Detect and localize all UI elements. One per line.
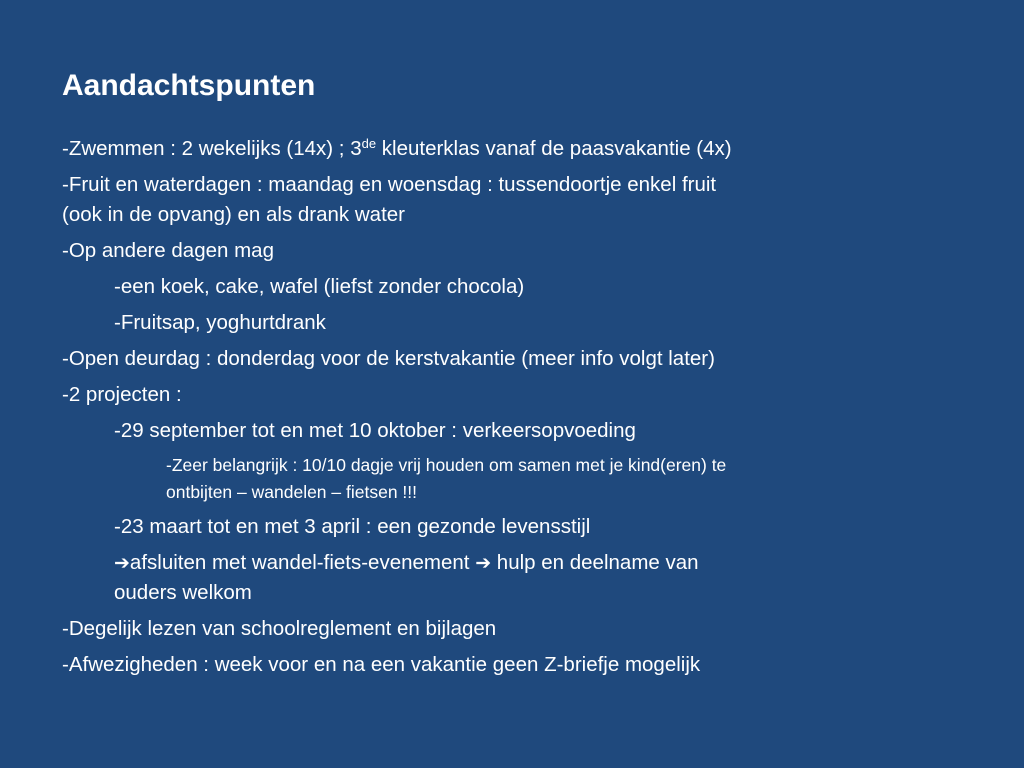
bullet-afwezigheden: -Afwezigheden : week voor en na een vakantie geen Z-briefje mogelijk xyxy=(62,653,701,676)
bullet-fruit-waterdagen xyxy=(62,170,942,230)
bullet-list xyxy=(62,134,942,686)
arrow-right-icon: ➔ xyxy=(114,552,130,574)
zeer-belangrijk-line2: ontbijten – wandelen – fietsen !!! xyxy=(166,482,418,502)
bullet-fruit-line1: -Fruit en waterdagen : maandag en woensdag : tussendoortje enkel fruit xyxy=(62,173,717,196)
subbullet-fruitsap: -Fruitsap, yoghurtdrank xyxy=(114,311,326,334)
bullet-zwemmen-text-rest: kleuterklas vanaf de paasvakantie (4x) xyxy=(376,137,732,160)
zeer-belangrijk-line1: -Zeer belangrijk : 10/10 dagje vrij houden om samen met je kind(eren) te xyxy=(166,455,727,475)
bullet-andere-dagen: -Op andere dagen mag xyxy=(62,239,274,262)
bullet-projecten: -2 projecten : xyxy=(62,383,182,406)
afsluiten-text: afsluiten met wandel-fiets-evenement xyxy=(129,551,476,574)
superscript-de: de xyxy=(361,136,377,151)
subbullet-gezonde-levensstijl: -23 maart tot en met 3 april : een gezonde levensstijl xyxy=(114,515,591,538)
bullet-zwemmen-text: -Zwemmen : 2 wekelijks (14x) ; 3 xyxy=(62,137,362,160)
afsluiten-line2: ouders welkom xyxy=(114,581,252,604)
bullet-fruit-line2: (ook in de opvang) en als drank water xyxy=(62,203,406,226)
subbullet-verkeersopvoeding: -29 september tot en met 10 oktober : verkeersopvoeding xyxy=(114,419,636,442)
subsubbullet-zeer-belangrijk xyxy=(62,452,942,506)
subbullet-koek: -een koek, cake, wafel (liefst zonder chocola) xyxy=(114,275,525,298)
bullet-zwemmen xyxy=(62,134,942,164)
slide-title: Aandachtspunten xyxy=(62,69,316,102)
bullet-schoolreglement: -Degelijk lezen van schoolreglement en bijlagen xyxy=(62,617,497,640)
bullet-open-deurdag: -Open deurdag : donderdag voor de kerstvakantie (meer info volgt later) xyxy=(62,347,715,370)
afsluiten-text-rest: hulp en deelname van xyxy=(491,551,699,574)
arrow-right-icon: ➔ xyxy=(475,552,492,574)
subbullet-afsluiten xyxy=(62,548,942,608)
